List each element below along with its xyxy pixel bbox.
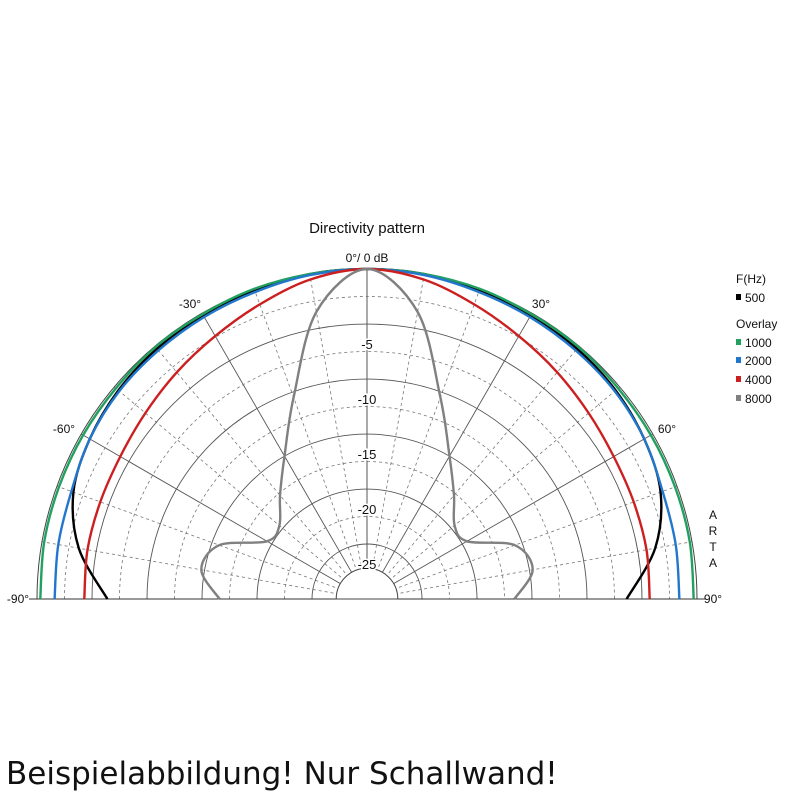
- legend-swatch: [736, 339, 741, 345]
- legend-swatch: [736, 376, 741, 382]
- grid-spoke-minor: [114, 387, 350, 585]
- watermark-letter: A: [708, 556, 718, 570]
- grid-spoke-minor: [155, 346, 353, 582]
- legend-swatch: [736, 294, 741, 300]
- polar-grid: [29, 269, 705, 599]
- angle-label: -90°: [6, 592, 30, 606]
- angle-label: -30°: [178, 297, 202, 311]
- legend-entry: 8000: [745, 392, 772, 406]
- grid-spoke-major: [202, 313, 356, 580]
- radial-tick-label: -20: [357, 502, 377, 517]
- watermark-letter: T: [709, 540, 717, 554]
- angle-label: 30°: [531, 297, 551, 311]
- radial-tick-label: -10: [357, 392, 377, 407]
- chart-title: Directivity pattern: [309, 220, 425, 237]
- inner-hub: [336, 568, 398, 599]
- legend-overlay-header: Overlay: [736, 317, 778, 331]
- watermark-letter: R: [708, 524, 718, 538]
- legend-swatch: [736, 357, 741, 363]
- grid-spoke-minor: [384, 387, 620, 585]
- caption: Beispielabbildung! Nur Schallwand!: [6, 756, 558, 792]
- chart-labels: [7, 220, 722, 606]
- legend-swatch: [736, 395, 741, 401]
- radial-tick-label: -5: [361, 337, 373, 352]
- grid-spoke-major: [378, 313, 532, 580]
- angle-label: 90°: [703, 592, 723, 606]
- legend-entry: 1000: [745, 336, 772, 350]
- radial-tick-label: -15: [357, 447, 377, 462]
- grid-spoke-minor: [310, 274, 363, 577]
- watermark-letter: A: [708, 508, 718, 522]
- radial-tick-label: -25: [357, 557, 377, 572]
- legend-entry: 2000: [745, 354, 772, 368]
- grid-spoke-minor: [371, 274, 424, 577]
- angle-label: -60°: [52, 422, 76, 436]
- zero-degree-label: 0°/ 0 dB: [345, 251, 389, 265]
- legend: [736, 272, 777, 406]
- legend-entry: 4000: [745, 373, 772, 387]
- legend-entry: 500: [745, 291, 766, 305]
- legend-header: F(Hz): [736, 272, 766, 286]
- arta-watermark: [709, 508, 718, 570]
- grid-spoke-minor: [381, 346, 579, 582]
- angle-label: 60°: [657, 422, 677, 436]
